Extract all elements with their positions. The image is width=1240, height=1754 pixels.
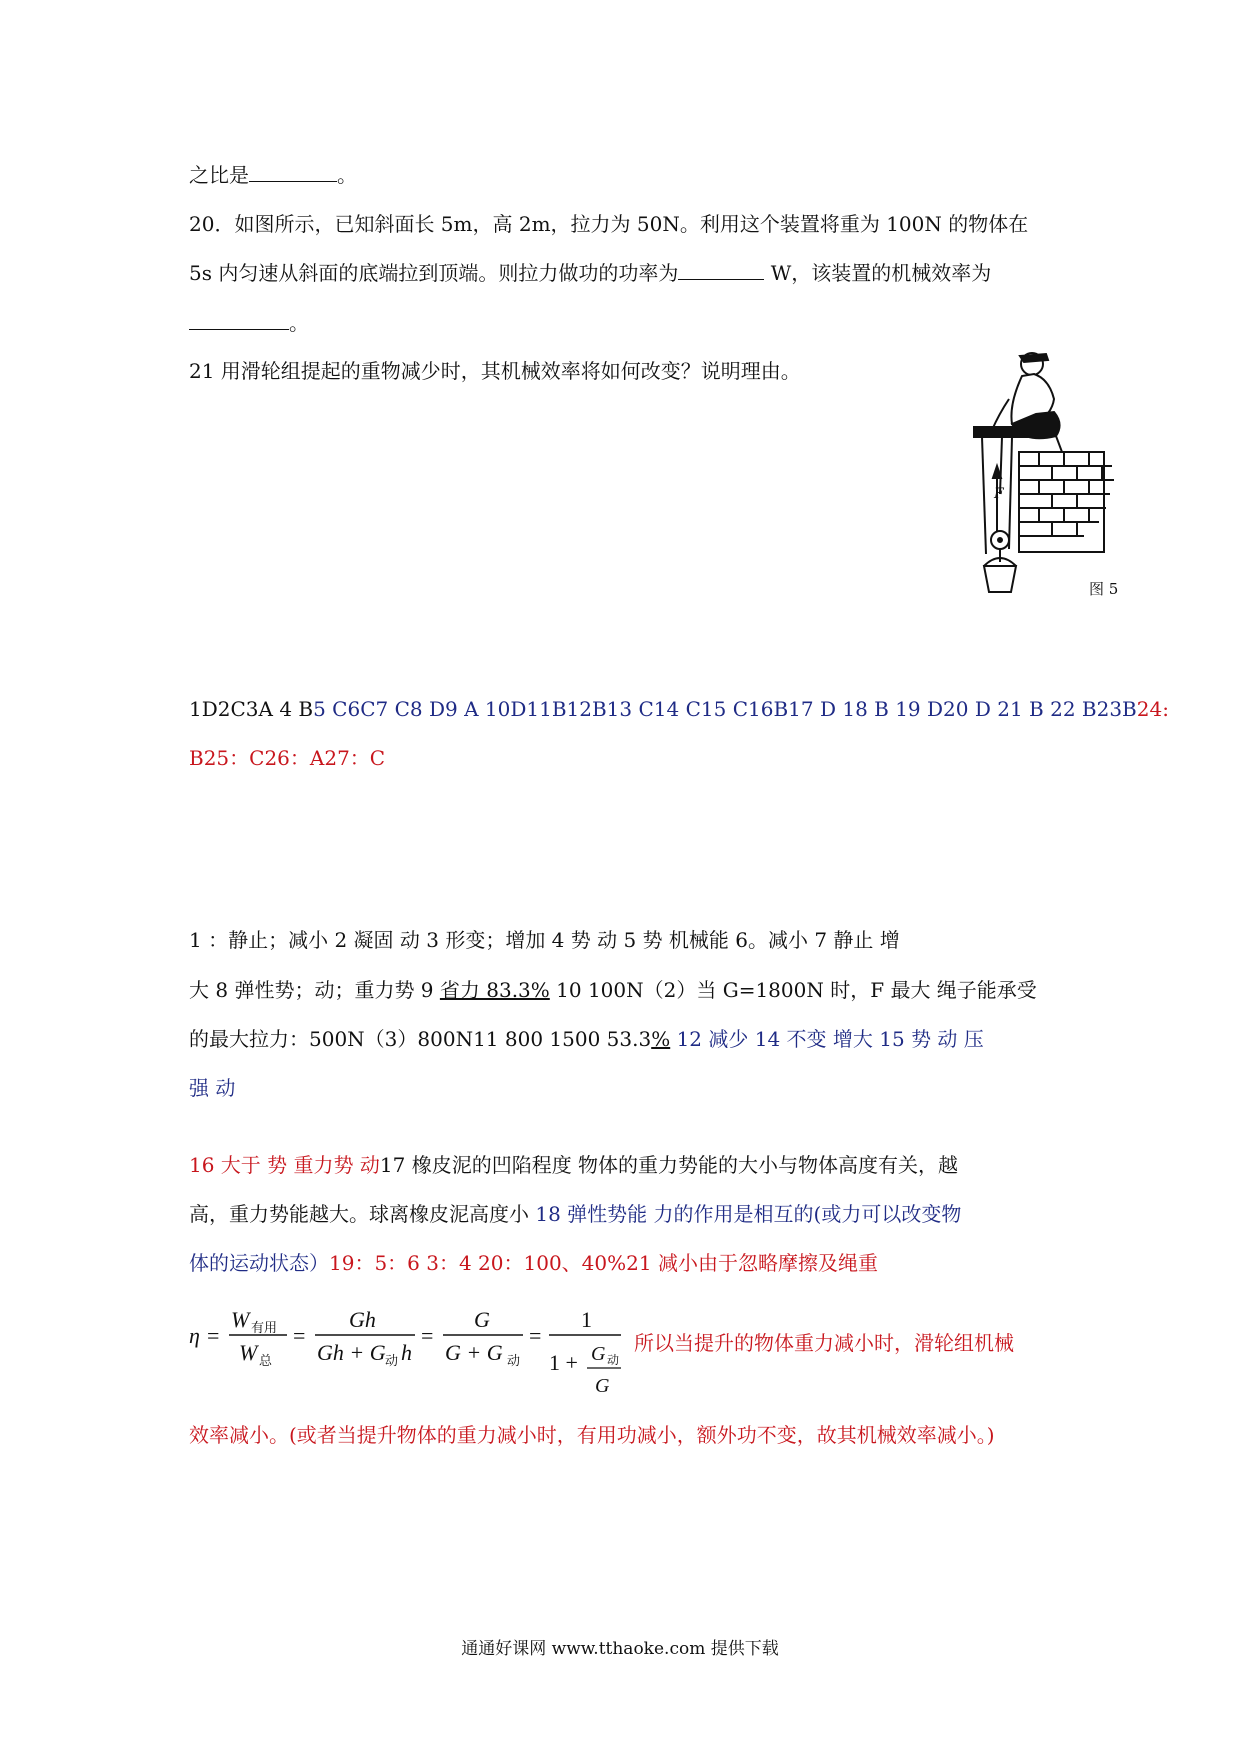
- text-blue: 体的运动状态）: [189, 1251, 329, 1275]
- eq-gh: Gh: [349, 1307, 376, 1332]
- eq-conclusion: 所以当提升的物体重力减小时，滑轮组机械: [634, 1331, 1014, 1355]
- page-footer: 通通好课网 www.tthaoke.com 提供下载: [461, 1639, 779, 1659]
- figure-5-pulley-illustration: [964, 344, 1134, 606]
- q19-tail: [189, 160, 357, 190]
- text-black: 17 橡皮泥的凹陷程度 物体的重力势能的大小与物体高度有关，越: [379, 1153, 959, 1177]
- eq-g: G: [474, 1307, 490, 1332]
- q21-text: 21 用滑轮组提起的重物减少时，其机械效率将如何改变？说明理由。: [189, 359, 801, 383]
- answers-black: 1D2C3A 4 B: [189, 697, 314, 721]
- figure-label: 图 5: [1089, 580, 1119, 598]
- answers-red: 24:: [1136, 697, 1169, 721]
- answers-fill-p2-last: 效率减小。(或者当提升物体的重力减小时，有用功减小，额外功不变，故其机械效率减小。): [189, 1423, 995, 1447]
- text-underlined: 省力 83.3%: [439, 978, 550, 1002]
- q20-text-b: W，该装置的机械效率为: [764, 261, 992, 285]
- efficiency-equation: [189, 1300, 629, 1400]
- eq-equals-4: =: [529, 1323, 542, 1348]
- force-label: F: [994, 486, 1004, 502]
- eq-h: h: [401, 1340, 412, 1365]
- eq-one: 1: [581, 1307, 592, 1332]
- eq-equals-1: =: [207, 1323, 220, 1348]
- eq-g-plus: G + G: [445, 1340, 503, 1365]
- answer-blank-efficiency: [189, 309, 289, 330]
- text-b: 10 100N（2）当 G=1800N 时，F 最大 绳子能承受: [549, 978, 1037, 1002]
- eq-w-useful: W: [231, 1307, 250, 1332]
- answers-choice-line2: B25：C26：A27：C: [189, 746, 386, 770]
- eq-inner-g-num: G: [591, 1343, 606, 1365]
- eq-inner-g-sub: 动: [607, 1353, 620, 1367]
- eq-g-move-sub-2: 动: [507, 1353, 521, 1368]
- answer-blank-power: [678, 259, 764, 280]
- text-blue: 18 弹性势能 力的作用是相互的(或力可以改变物: [529, 1202, 962, 1226]
- eq-gh-plus: Gh + G: [317, 1340, 386, 1365]
- eq-equals-3: =: [421, 1323, 434, 1348]
- q19-period: 。: [337, 163, 357, 187]
- text-red: 16 大于 势 重力势 动: [189, 1153, 380, 1177]
- answers-fill-p1-line1: 1 ：静止；减小 2 凝固 动 3 形变；增加 4 势 动 5 势 机械能 6。减小 7 静止 增: [189, 928, 900, 952]
- text-a: 的最大拉力：500N（3）800N11 800 1500 53.3: [189, 1027, 652, 1051]
- answers-fill-p1-line4: 强 动: [189, 1076, 236, 1100]
- answers-fill-p1-line2: [189, 975, 1037, 1005]
- eq-one-plus: 1 +: [549, 1350, 578, 1375]
- q20-line3: [189, 308, 309, 338]
- text-blue: 12 减少 14 不变 增大 15 势 动 压: [670, 1027, 984, 1051]
- text-underlined: %: [651, 1027, 671, 1051]
- answer-blank: [249, 161, 337, 182]
- answers-blue: 5 C6C7 C8 D9 A 10D11B12B13 C14 C15 C16B17 D 18 B 19 D20 D 21 B 22 B23B: [313, 697, 1137, 721]
- text-red: 19：5：6 3：4 20：100、40%21 减小由于忽略摩擦及绳重: [329, 1251, 878, 1275]
- eq-inner-g-den: G: [595, 1375, 610, 1397]
- q19-text: 之比是: [189, 163, 249, 187]
- text-black: 高，重力势能越大。球离橡皮泥高度小: [189, 1202, 529, 1226]
- q20-text-a: 5s 内匀速从斜面的底端拉到顶端。则拉力做功的功率为: [189, 261, 679, 285]
- eq-eta: η: [189, 1323, 200, 1348]
- text-a: 大 8 弹性势；动；重力势 9: [189, 978, 440, 1002]
- eq-w-useful-sub: 有用: [251, 1320, 278, 1335]
- answers-fill-p2-line3: [189, 1248, 878, 1278]
- eq-equals-2: =: [293, 1323, 306, 1348]
- q20-line1: 20．如图所示，已知斜面长 5m，高 2m，拉力为 50N。利用这个装置将重为 100N 的物体在: [189, 212, 1029, 236]
- answers-choice-line1: [189, 694, 1169, 724]
- answers-fill-p2-line1: [189, 1150, 958, 1180]
- answers-fill-p2-line2: [189, 1199, 961, 1229]
- eq-w-total: W: [239, 1340, 258, 1365]
- q20-period: 。: [289, 311, 309, 335]
- eq-w-total-sub: 总: [259, 1353, 273, 1368]
- answers-fill-p1-line3: [189, 1024, 984, 1054]
- q20-line2: [189, 258, 991, 288]
- eq-g-move-sub: 动: [385, 1353, 399, 1368]
